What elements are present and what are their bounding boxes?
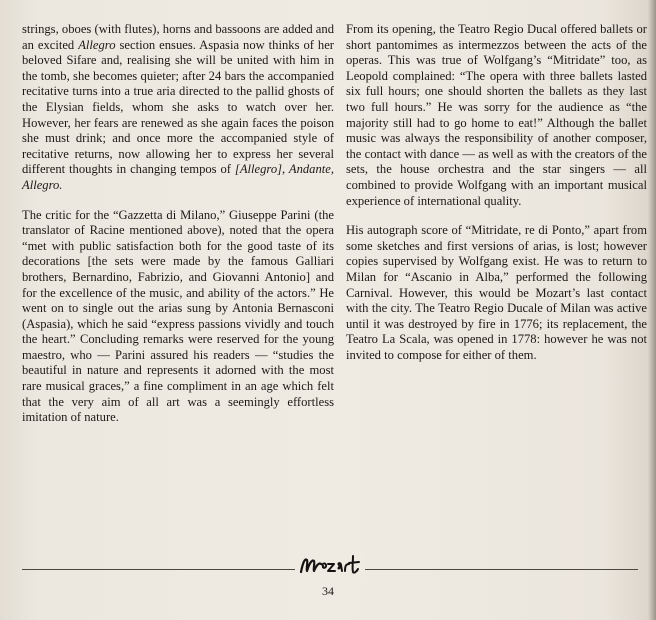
left-paragraph-1: strings, oboes (with flutes), horns and bassoons are added and an excited Allegro section ensues. Aspasia now thinks of her beloved Sifare and, realising she will be united with him in the tomb, she becomes quieter; after 24 bars the accompanied recitative turns into a true aria directed to the pallid ghosts of the Elysian fields, whom she asks to watch over her. However, her fears are renewed as she again faces the poison she must drink; and once more the accompanied style of recitative returns, now allowing her to express her several different thoughts in changing tempos of [Allegro], Andante, Allegro.	[22, 22, 335, 192]
right-paragraph-1: From its opening, the Teatro Regio Ducal offered ballets or short pantomimes as intermezzos between the acts of the operas. This was true of Wolfgang’s “Mitridate” too, as Leopold complained: “The opera with three ballets lasted six full hours; one should shorten the ballets as they last two full hours.” He was sorry for the audience as “the majority still had to go home to eat!” Although the ballet music was always the responsibility of another composer, the contact with dance — as well as with the creators of the sets, the house orchestra and the star singers — all combined to provide Wolfgang with an important musical experience of international quality.	[346, 22, 647, 208]
right-text-column	[346, 22, 647, 377]
italic-text: Allegro	[78, 37, 116, 52]
page-number: 34	[322, 584, 334, 598]
mozart-signature-icon	[295, 550, 365, 580]
left-text-column	[22, 22, 334, 440]
italic-text: [Allegro], Andante, Allegro.	[22, 162, 334, 192]
left-paragraph-2: The critic for the “Gazzetta di Milano,” Giuseppe Parini (the translator of Racine mentioned above), noted that the opera “met with public satisfaction both for the good taste of its decorations [the sets were made by the famous Galliari brothers, Bernardino, Fabrizio, and Giovanni Antonio] and for the excellence of the music, and ability of the actors.” He went on to single out the arias sung by Antonia Bernasconi (Aspasia), which he said “express passions vividly and touch the heart.” Concluding remarks were reserved for the young maestro, who — Parini assured his readers — “studies the beautiful in nature and represents it adorned with the most rare musical graces,” a fine compliment in an age which felt that the very aim of all art was a seemingly effortless imitation of nature.	[22, 207, 334, 425]
mozart-signature-logo	[295, 550, 365, 580]
binding-edge-shadow	[648, 0, 656, 620]
right-paragraph-2: His autograph score of “Mitridate, re di Ponto,” apart from some sketches and first versions of arias, is lost; however copies supervised by Wolfgang exist. He was to return to Milan for “Ascanio in Alba,” performed the following Carnival. However, this would be Mozart’s last contact with the city. The Teatro Regio Ducale of Milan was active until it was destroyed by fire in 1776; its replacement, the Teatro La Scala, was opened in 1778: however he was not invited to compose for either of them.	[346, 223, 647, 362]
